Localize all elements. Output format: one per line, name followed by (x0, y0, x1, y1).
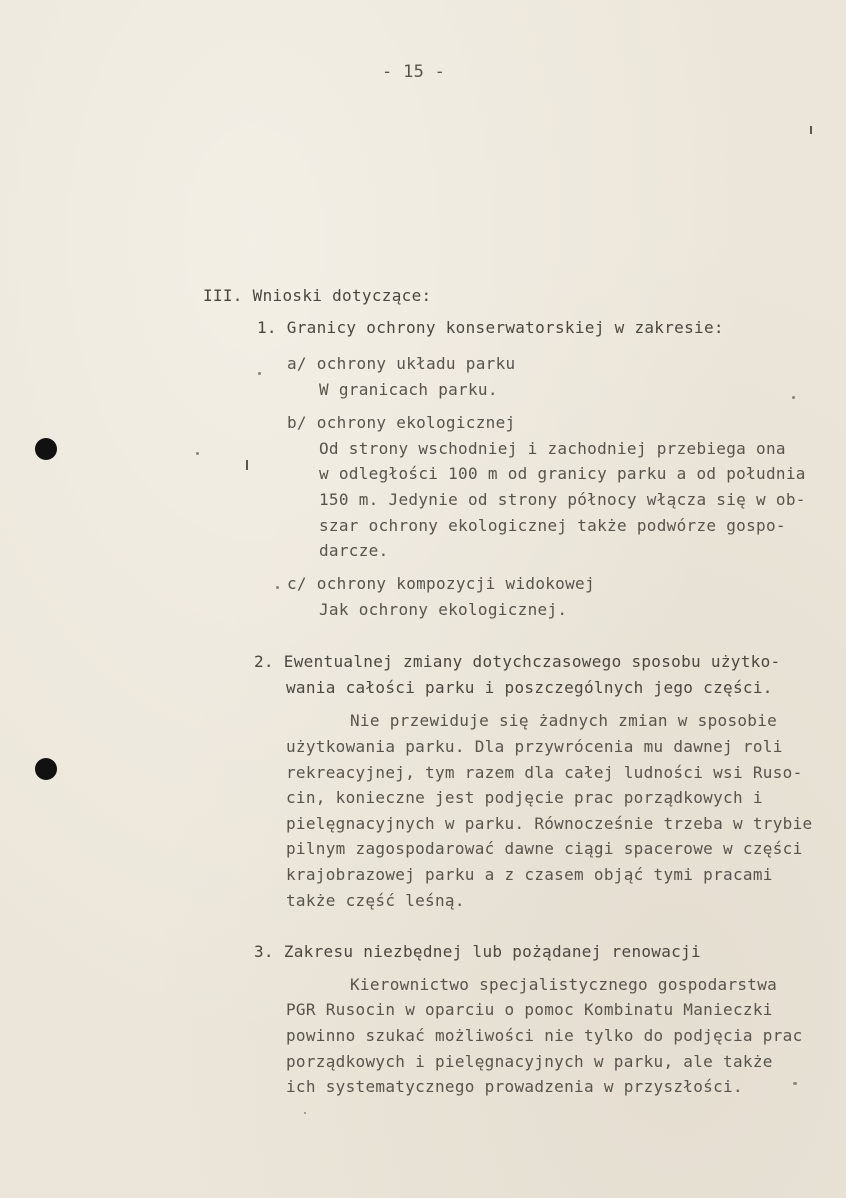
item1-b-line6: darcze. (319, 541, 389, 560)
item1-a-line1: a/ ochrony układu parku (287, 354, 516, 373)
item2-title-line2: wania całości parku i poszczególnych jego części. (286, 678, 773, 697)
item3-body-line3: powinno szukać możliwości nie tylko do podjęcia prac (286, 1026, 803, 1045)
item1-title: 1. Granicy ochrony konserwatorskiej w zakresie: (257, 318, 724, 337)
paper-speck (792, 396, 795, 399)
item2-title-line1: 2. Ewentualnej zmiany dotychczasowego sposobu użytko- (254, 652, 781, 671)
margin-mark (810, 126, 812, 134)
page-number: - 15 - (382, 62, 446, 82)
paper-speck (276, 586, 279, 589)
punch-hole-top (35, 438, 57, 460)
item1-c-line2: Jak ochrony ekologicznej. (319, 600, 568, 619)
item1-b-line1: b/ ochrony ekologicznej (287, 413, 516, 432)
item1-a-line2: W granicach parku. (319, 380, 498, 399)
paper-speck (304, 1112, 306, 1114)
item3-body-line4: porządkowych i pielęgnacyjnych w parku, ale także (286, 1052, 773, 1071)
item2-body-line5: pielęgnacyjnych w parku. Równocześnie trzeba w trybie (286, 814, 813, 833)
item2-body-line7: krajobrazowej parku a z czasem objąć tymi pracami (286, 865, 773, 884)
item3-body-line2: PGR Rusocin w oparciu o pomoc Kombinatu Manieczki (286, 1000, 773, 1019)
item1-b-line5: szar ochrony ekologicznej także podwórze gospo- (319, 516, 786, 535)
item3-body-line1: Kierownictwo specjalistycznego gospodarstwa (350, 975, 778, 994)
punch-hole-bottom (35, 758, 57, 780)
paper-speck (258, 372, 261, 375)
item2-body-line4: cin, konieczne jest podjęcie prac porządkowych i (286, 788, 763, 807)
item1-c-line1: c/ ochrony kompozycji widokowej (287, 574, 595, 593)
item2-body-line1: Nie przewiduje się żadnych zmian w sposobie (350, 711, 778, 730)
item1-b-line4: 150 m. Jedynie od strony północy włącza się w ob- (319, 490, 806, 509)
item1-b-line2: Od strony wschodniej i zachodniej przebiega ona (319, 439, 786, 458)
item2-body-line2: użytkowania parku. Dla przywrócenia mu dawnej roli (286, 737, 783, 756)
paper-speck (196, 452, 199, 455)
section-heading: III. Wnioski dotyczące: (203, 286, 432, 305)
margin-mark (246, 460, 248, 470)
item2-body-line6: pilnym zagospodarować dawne ciągi spacerowe w części (286, 839, 803, 858)
item3-body-line5: ich systematycznego prowadzenia w przyszłości. (286, 1077, 743, 1096)
item2-body-line8: także część leśną. (286, 891, 465, 910)
paper-speck (793, 1082, 797, 1085)
item1-b-line3: w odległości 100 m od granicy parku a od południa (319, 464, 806, 483)
item3-title: 3. Zakresu niezbędnej lub pożądanej renowacji (254, 942, 701, 961)
item2-body-line3: rekreacyjnej, tym razem dla całej ludności wsi Ruso- (286, 763, 803, 782)
